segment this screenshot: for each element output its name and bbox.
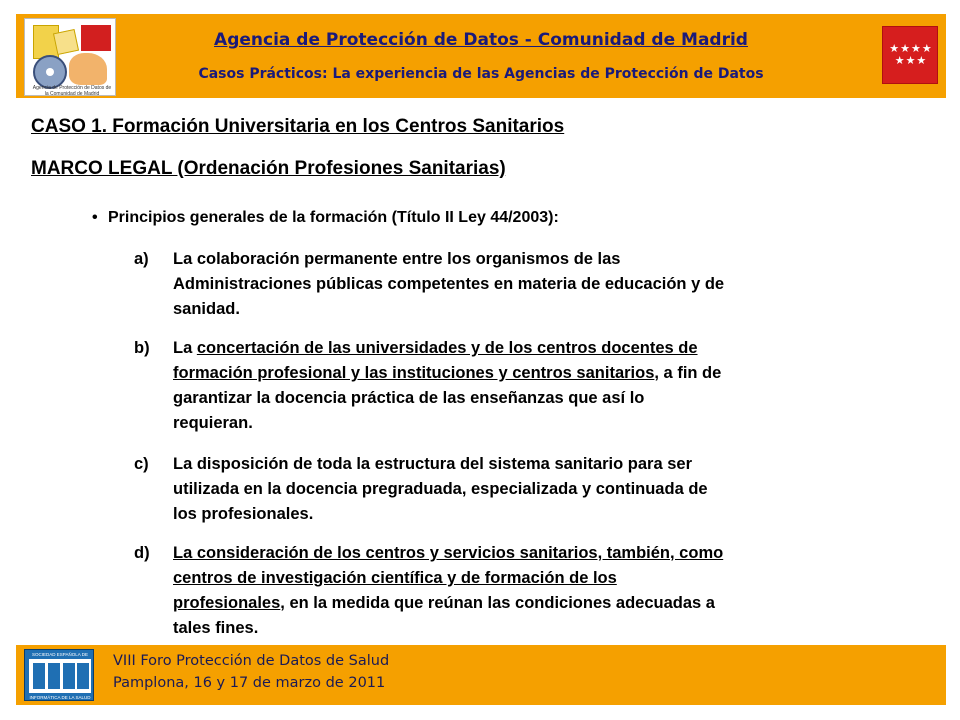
underlined-text: formación profesional y las instituciones y centros sanitarios [173, 364, 655, 382]
item-line: Administraciones públicas competentes en materia de educación y de [173, 275, 725, 293]
item-line: La disposición de toda la estructura del sistema sanitario para ser [173, 455, 693, 473]
underlined-text: centros de investigación científica y de formación de los [173, 569, 617, 587]
header-title: Agencia de Protección de Datos - Comunidad de Madrid [214, 30, 748, 50]
item-marker: c) [134, 455, 149, 473]
bullet-icon: • [92, 209, 98, 226]
item-line: garantizar la docencia práctica de las enseñanzas que así lo [173, 389, 645, 407]
case-title: CASO 1. Formación Universitaria en los Centros Sanitarios [31, 116, 565, 137]
logo-caption: Agencia de Protección de Datos de la Comunidad de Madrid [32, 85, 112, 97]
bullet-text: Principios generales de la formación (Título II Ley 44/2003): [108, 209, 559, 226]
item-line: sanidad. [173, 300, 240, 318]
underlined-text: profesionales [173, 594, 281, 612]
header-subtitle: Casos Prácticos: La experiencia de las Agencias de Protección de Datos [198, 66, 764, 82]
item-marker: b) [134, 339, 150, 357]
bullet-principles [92, 209, 559, 227]
seis-logo-icon: SOCIEDAD ESPAÑOLA DE INFORMÁTICA DE LA SALUD [24, 649, 94, 701]
footer-band [16, 645, 946, 705]
underlined-text: concertación de las universidades y de los centros docentes de [196, 339, 698, 357]
legal-framework-title: MARCO LEGAL (Ordenación Profesiones Sanitarias) [31, 158, 506, 179]
footer-event-name: VIII Foro Protección de Datos de Salud [113, 653, 390, 669]
item-line: requieran. [173, 414, 253, 432]
underlined-text: La consideración de los centros y servicios sanitarios, también, como [173, 544, 724, 562]
item-line: tales fines. [173, 619, 259, 637]
comunidad-madrid-flag-icon: ★★★★ ★★★ [882, 26, 938, 84]
item-marker: d) [134, 544, 150, 562]
footer-event-date: Pamplona, 16 y 17 de marzo de 2011 [113, 675, 386, 691]
item-line: utilizada en la docencia pregraduada, especializada y continuada de [173, 480, 708, 498]
item-line: La colaboración permanente entre los organismos de las [173, 250, 621, 268]
header-band [16, 14, 946, 98]
item-marker: a) [134, 250, 149, 268]
item-line: los profesionales. [173, 505, 314, 523]
